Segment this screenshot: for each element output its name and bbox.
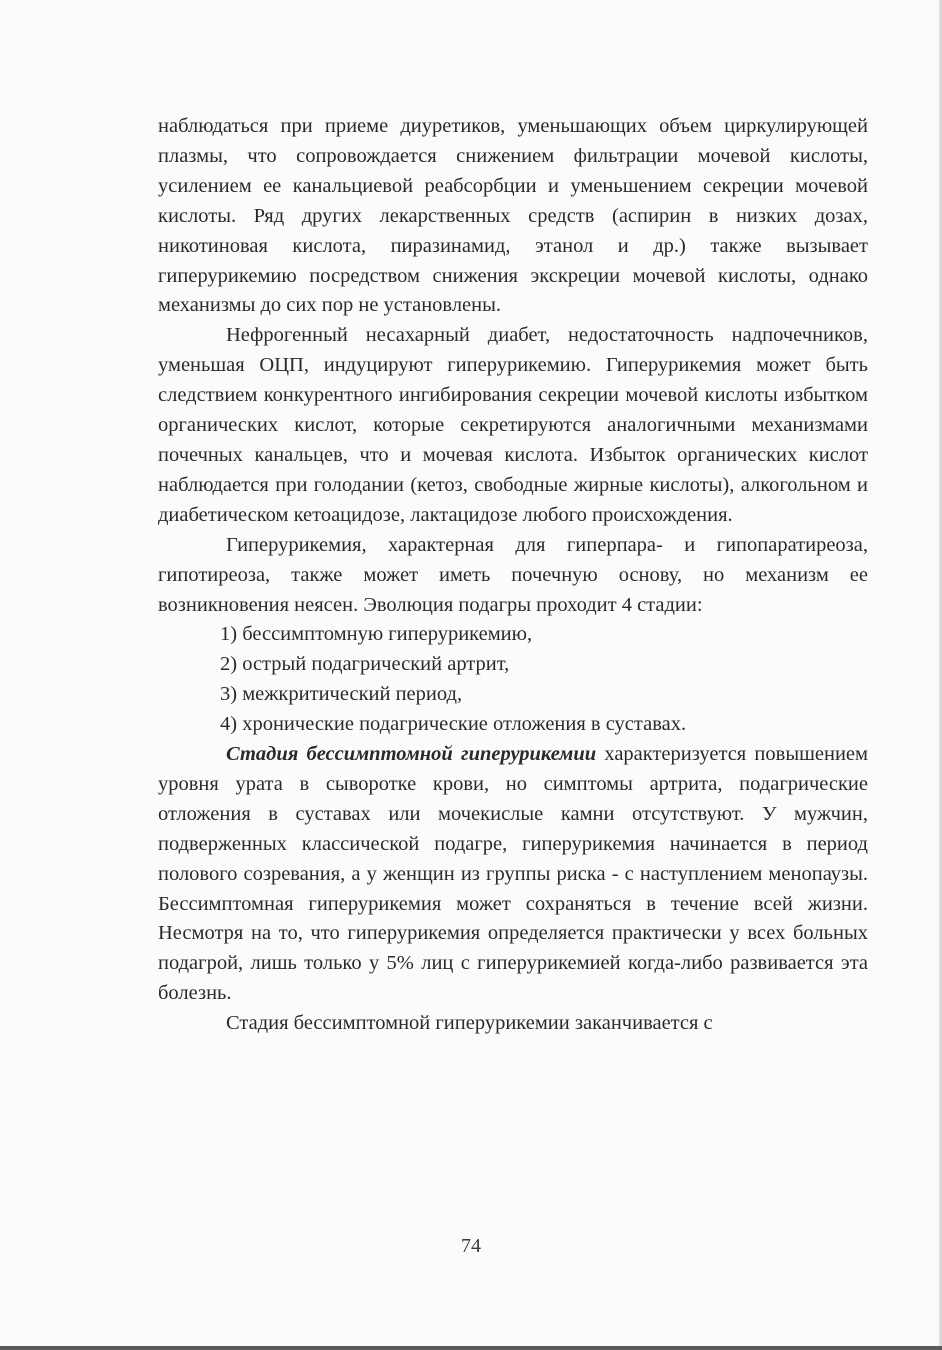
list-item-stage-3: 3) межкритический период, [220, 683, 463, 706]
term-asymptomatic-stage: Стадия бессимптомной гиперурикемии [226, 743, 597, 766]
paragraph-stage-end: Стадия бессимптомной гиперурикемии заканчивается с [226, 1012, 713, 1035]
page-body [158, 112, 868, 1039]
paragraph-diuretics: наблюдаться при приеме диуретиков, уменьшающих объем циркулирующей плазмы, что сопровождается снижением фильтрации мочевой кислоты, усилением ее канальциевой реабсорбции и уменьшением секреции мочевой кислоты. Ряд других лекарственных средств (аспирин в низких дозах, никотиновая кислота, пиразинамид, этанол и др.) также вызывает гиперурикемию посредством снижения экскреции мочевой кислоты, однако механизмы до сих пор не установлены. [158, 115, 868, 317]
page-number: 74 [461, 1235, 481, 1257]
page-bottom-edge [0, 1346, 942, 1350]
list-item-stage-2: 2) острый подагрический артрит, [220, 653, 510, 676]
paragraph-asymptomatic-stage [158, 740, 868, 1009]
paragraph-gout-evolution: Гиперурикемия, характерная для гиперпара- и гипопаратиреоза, гипотиреоза, также может иметь почечную основу, но механизм ее возникновения неясен. Эволюция подагры проходит 4 стадии: [158, 533, 868, 616]
paragraph-asymptomatic-text: характеризуется повышением уровня урата в сыворотке крови, но симптомы артрита, подагрические отложения в суставах или мочекислые камни отсутствуют. У мужчин, подверженных классической подагре, гиперурикемия начинается в период полового созревания, а у женщин из группы риска - с наступлением менопаузы. Бессимптомная гиперурикемия может сохраняться в течение всей жизни. Несмотря на то, что гиперурикемия определяется практически у всех больных подагрой, лишь только у 5% лиц с гиперурикемией когда-либо развивается эта болезнь. [158, 743, 868, 1005]
list-item-stage-1: 1) бессимптомную гиперурикемию, [220, 623, 533, 646]
list-item-stage-4: 4) хронические подагрические отложения в суставах. [220, 713, 687, 736]
paragraph-nephrogenic: Нефрогенный несахарный диабет, недостаточность надпочечников, уменьшая ОЦП, индуцируют гиперурикемию. Гиперурикемия может быть следствием конкурентного ингибирования секреции мочевой кислоты избытком органических кислот, которые секретируются аналогичными механизмами почечных канальцев, что и мочевая кислота. Избыток органических кислот наблюдается при голодании (кетоз, свободные жирные кислоты), алкогольном и диабетическом кетоацидозе, лактацидозе любого происхождения. [158, 324, 868, 526]
